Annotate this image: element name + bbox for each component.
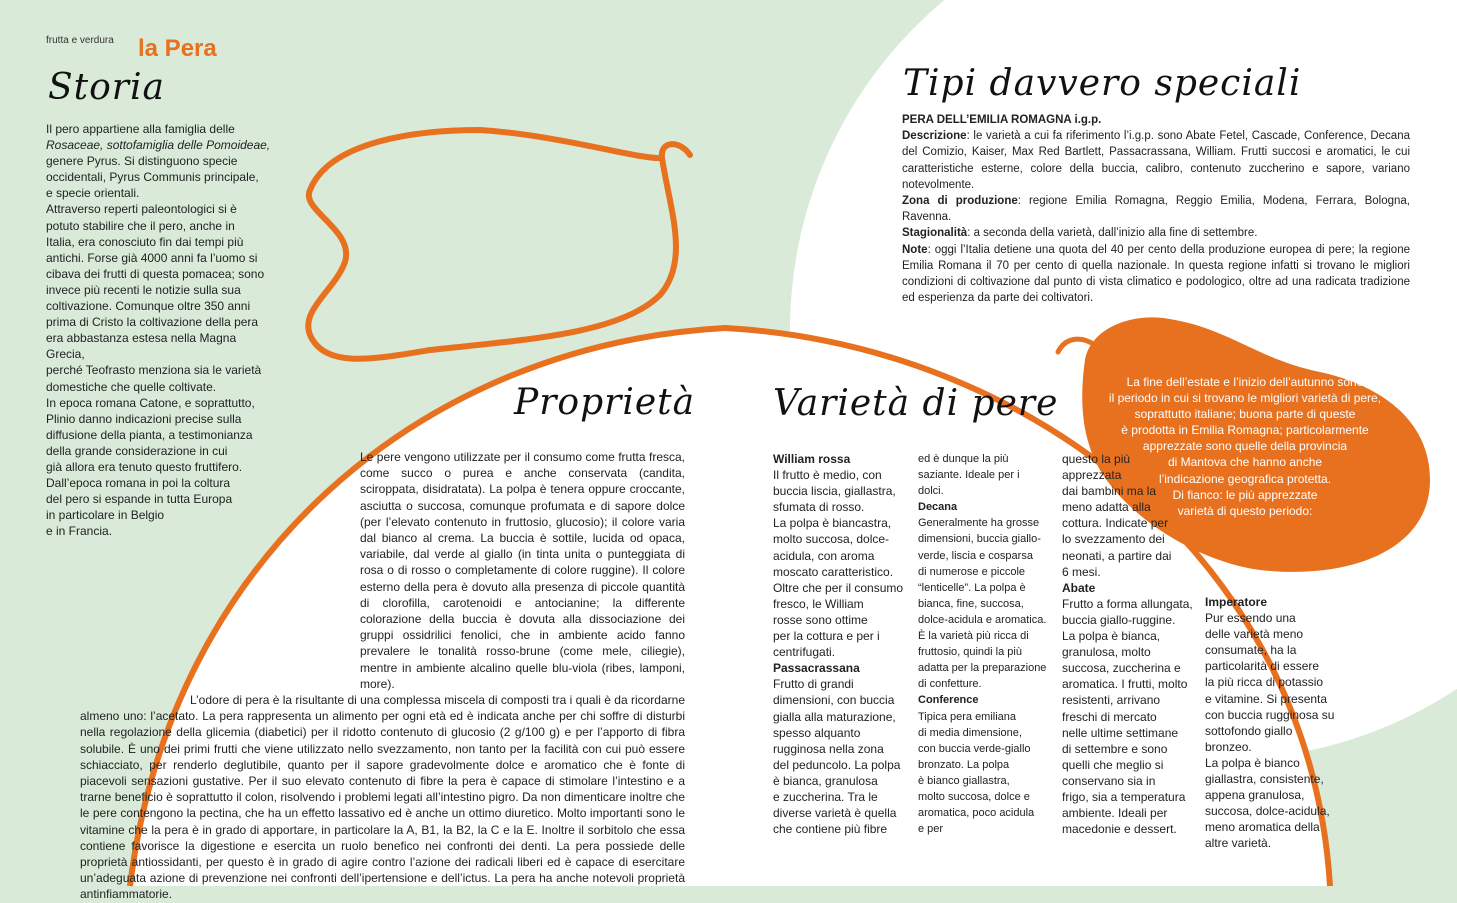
variety-line: di settembre e sono: [1062, 741, 1168, 756]
variety-line: centrifugati.: [773, 645, 836, 660]
variety-line: buccia giallo-ruggine.: [1062, 612, 1176, 627]
variety-line: “lenticelle”. La polpa è: [918, 581, 1026, 594]
storia-line: Il pero appartiene alla famiglia delle: [46, 122, 235, 136]
variety-line: consumate, ha la: [1205, 643, 1297, 658]
variety-line: apprezzata: [1062, 468, 1122, 483]
variety-line: frigo, sia a temperatura: [1062, 789, 1186, 804]
variety-line: dimensioni, buccia giallo-: [918, 533, 1041, 546]
variety-name: Imperatore: [1205, 595, 1268, 609]
variety-line: sfumata di rosso.: [773, 500, 865, 515]
variety-line: appena granulosa,: [1205, 788, 1305, 803]
variety-line: spesso alquanto: [773, 725, 861, 740]
tipi-subtitle: PERA DELL’EMILIA ROMAGNA i.g.p.: [902, 114, 1102, 126]
variety-line: e vitamine. Si presenta: [1205, 691, 1328, 706]
pear-note-line: apprezzate sono quelle della provincia: [1142, 439, 1348, 454]
varieta-column-1: [773, 451, 908, 837]
variety-line: cottura. Indicate per: [1062, 516, 1169, 531]
variety-name: Decana: [918, 501, 958, 514]
variety-line: questo la più: [1062, 452, 1131, 466]
variety-line: delle varietà meno: [1205, 627, 1304, 642]
tipi-descrizione: [902, 128, 1410, 193]
tipi-zona-label: Zona di produzione: [902, 195, 1018, 208]
storia-line: Italia, era conosciuto fin dai tempi più: [46, 234, 244, 249]
variety-line: di confetture.: [918, 678, 982, 691]
heading-tipi: Tipi davvero speciali: [903, 63, 1302, 104]
tipi-descrizione-label: Descrizione: [902, 130, 967, 143]
storia-line: Plinio danno indicazioni precise sulla: [46, 411, 242, 426]
variety-line: La polpa è bianco: [1205, 755, 1300, 770]
variety-line: Tipica pera emiliana: [918, 710, 1017, 723]
tipi-note-label: Note: [902, 243, 928, 256]
variety-line: ambiente. Ideali per: [1062, 806, 1168, 821]
storia-line: coltivazione. Comunque oltre 350 anni: [46, 299, 251, 314]
tipi-descrizione-text: : le varietà a cui fa riferimento l’i.g.p. sono Abate Fetel, Cascade, Conference, Decana del Comizio, Kaiser, Max Red Bartlett, Passacrassana, William. Frutti succosi e aromatici, le cui caratteristiche esterne, colore della buccia, calibro, contenuto zuccherino e sapore, variano notevolmente.: [902, 130, 1410, 191]
tipi-zona: [902, 193, 1410, 225]
heading-varieta: Varietà di pere: [773, 383, 1059, 424]
variety-line: diverse varietà è quella: [773, 806, 897, 821]
storia-line: perché Teofrasto menziona sia le varietà: [46, 363, 262, 378]
varieta-column-2: [918, 451, 1053, 837]
variety-name: William rossa: [773, 452, 851, 466]
variety-line: Pur essendo una: [1205, 611, 1296, 626]
variety-line: verde, liscia e cosparsa: [918, 549, 1033, 562]
variety-line: rosse sono ottime: [773, 612, 868, 627]
variety-line: succosa, dolce-acidula,: [1205, 804, 1330, 819]
tipi-note-text: : oggi l’Italia detiene una quota del 40 per cento della produzione europea di pere; la regione Emilia Romana il 70 per cento di quella nazionale. In questa regione infatti si trovano le migliori condizioni di coltivazione dal punto di vista climatico e podologico, oltre ad una radicata tradizione ed esperienza da parte dei coltivatori.: [902, 243, 1410, 305]
variety-line: Oltre che per il consumo: [773, 580, 904, 595]
storia-line: e in Francia.: [46, 524, 113, 539]
variety-line: La polpa è bianca,: [1062, 629, 1161, 644]
variety-line: nelle ultime settimane: [1062, 725, 1179, 740]
variety-line: del peduncolo. La polpa: [773, 757, 901, 772]
variety-line: dai bambini ma la: [1062, 484, 1157, 499]
variety-name: Passacrassana: [773, 661, 860, 676]
variety-line: e zuccherina. Tra le: [773, 789, 878, 804]
pear-note-line: il periodo in cui si trovano le migliori varietà di pere,: [1108, 391, 1382, 406]
proprieta-paragraph-2: L’odore di pera è la risultante di una complessa miscela di composti tra i quali è da ricordarne almeno uno: l’acetato. La pera rappresenta un alimento per ogni età ed è indicata anche per chi soffre di disturbi nella regolazione della glicemia (diabetici) per il ridotto contenuto di glucosio (2 g/100 g) e per l’apporto di fibra solubile. È uno dei primi frutti che viene utilizzato nello svezzamento, non tanto per la facilità con cui può essere schiacciato, per renderlo deglutibile, quanto per il sapore gradevolmente dolce e aromatico che è fonte di piacevoli sensazioni gustative. Per il suo elevato contenuto di fibre la pera è capace di stimolare l’intestino e a trarne beneficio è soprattutto il colon, risolvendo i problemi legati all’intestino pigro. Da non dimenticare inoltre che le pere contengono la pectina, che ha un effetto lassativo ed è anche un ottimo diuretico. Molto importanti sono le vitamine che la pera è in grado di apportare, in particolare la A, B1, la B2, la C e la E. Inoltre il sorbitolo che essa contiene favorisce la digestione e esercita un ruolo benefico nei confronti dei denti. La pera possiede delle proprietà antiossidanti, per questo è in grado di agire contro l’azione dei radicali liberi ed è capace di esercitare un’adeguata azione di prevenzione nei confronti dell’ipertensione e dell’ictus. La pera ha anche notevoli proprietà antinfiammatorie.: [80, 693, 685, 902]
variety-line: particolarità di essere: [1205, 659, 1320, 674]
tipi-stagionalita: [902, 225, 1410, 241]
variety-line: moscato caratteristico.: [773, 564, 894, 579]
storia-line: era abbastanza estesa nella Magna Grecia,: [46, 331, 237, 362]
variety-line: altre varietà.: [1205, 836, 1272, 851]
tipi-stag-text: : a seconda della varietà, dall’inizio alla fine di settembre.: [967, 227, 1258, 240]
variety-line: Generalmente ha grosse: [918, 517, 1040, 530]
variety-line: La polpa è biancastra,: [773, 516, 892, 531]
storia-line: della grande considerazione in cui: [46, 443, 228, 458]
storia-line: cibava dei frutti di questa pomacea; sono: [46, 266, 265, 281]
variety-line: giallastra, consistente,: [1205, 772, 1324, 787]
page-title: la Pera: [138, 35, 217, 62]
variety-line: Il frutto è medio, con: [773, 468, 882, 483]
variety-line: dimensioni, con buccia: [773, 693, 895, 708]
variety-line: molto succosa, dolce-: [773, 532, 890, 547]
variety-line: molto succosa, dolce e: [918, 790, 1030, 803]
variety-line: Frutto di grandi: [773, 677, 854, 692]
storia-line: genere Pyrus. Si distinguono specie: [46, 154, 238, 169]
pear-note-line: varietà di questo periodo:: [1177, 503, 1313, 518]
storia-line: potuto stabilire che il pero, anche in: [46, 218, 235, 233]
variety-line: per la cottura e per i: [773, 629, 880, 644]
variety-line: bronzato. La polpa: [918, 758, 1010, 771]
variety-line: di media dimensione,: [918, 726, 1022, 739]
variety-line: dolce-acidula e aromatica.: [918, 613, 1047, 626]
pear-outline-icon: [308, 130, 690, 359]
pear-note-line: di Mantova che hanno anche: [1167, 455, 1323, 470]
variety-line: lo svezzamento dei: [1062, 532, 1165, 547]
heading-storia: Storia: [48, 67, 165, 108]
variety-line: freschi di mercato: [1062, 709, 1157, 724]
variety-line: dolci.: [918, 485, 944, 498]
variety-line: succosa, zuccherina e: [1062, 661, 1181, 676]
storia-line: In epoca romana Catone, e soprattutto,: [46, 395, 255, 410]
storia-line: del pero si espande in tutta Europa: [46, 492, 233, 507]
variety-line: fruttosio, quindi la più: [918, 646, 1022, 659]
variety-line: Frutto a forma allungata,: [1062, 596, 1193, 611]
variety-line: bianca, fine, succosa,: [918, 597, 1024, 610]
variety-line: resistenti, arrivano: [1062, 693, 1161, 708]
section-label: frutta e verdura: [46, 35, 114, 46]
variety-line: conservano sia in: [1062, 773, 1156, 788]
storia-line: prima di Cristo la coltivazione della pera: [46, 315, 259, 330]
variety-line: e per: [918, 823, 944, 836]
variety-line: aromatica. I frutti, molto: [1062, 677, 1188, 692]
variety-name: Abate: [1062, 580, 1096, 595]
variety-name: Conference: [918, 694, 979, 707]
variety-line: buccia liscia, giallastra,: [773, 484, 896, 499]
variety-line: è bianco giallastra,: [918, 774, 1010, 787]
tipi-stag-label: Stagionalità: [902, 227, 968, 240]
variety-line: sottofondo giallo bronzeo.: [1205, 723, 1293, 754]
variety-line: con buccia verde-giallo: [918, 742, 1031, 755]
tipi-zona-text: : regione Emilia Romagna, Reggio Emilia, Modena, Ferrara, Bologna, Ravenna.: [902, 195, 1410, 224]
variety-line: che contiene più fibre: [773, 822, 888, 837]
pear-note: [1095, 374, 1395, 519]
variety-line: la più ricca di potassio: [1205, 675, 1324, 690]
storia-line: domestiche che quelle coltivate.: [46, 379, 217, 394]
storia-line: antichi. Forse già 4000 anni fa l’uomo si: [46, 250, 258, 265]
storia-line: invece più recenti le notizie sulla sua: [46, 282, 241, 297]
pear-note-line: soprattutto italiane; buona parte di queste: [1134, 407, 1356, 422]
tipi-body: [902, 112, 1410, 306]
tipi-note: [902, 242, 1410, 307]
variety-line: aromatica, poco acidula: [918, 807, 1035, 820]
storia-line: occidentali, Pyrus Communis principale,: [46, 170, 259, 185]
variety-line: meno aromatica della: [1205, 820, 1320, 835]
proprieta-paragraph-1: Le pere vengono utilizzate per il consumo come frutta fresca, come succo o purea e anche conservata (candita, sciroppata, disidratata). La polpa è tenera oppure croccante, asciutta o succosa, comunque profumata e di sapore dolce (per l’elevato contenuto in fruttosio, glucosio); il colore varia dal bianco al crema. La buccia è sottile, lucida od opaca, variabile, dal verde al giallo (in tinta unita o punteggiata di rosa o di rosso o completamente di colore ruggine). Il colore esterno della pera è dovuto alla presenza di piccole quantità di clorofilla, carotenoidi e antocianine; la differente colorazione della buccia è dovuta alla dissociazione dei gruppi ossidrilici fenolici, che in ambiente acido fanno prevalere le tonalità rosso-brune (come mele, ciliegie), mentre in ambiente alcalino quelle blu-viola (ribes, lamponi, more).: [360, 450, 685, 691]
variety-line: saziante. Ideale per i: [918, 469, 1020, 482]
storia-line: in particolare in Belgio: [46, 508, 165, 523]
variety-line: È la varietà più ricca di: [918, 630, 1029, 643]
proprieta-body: [80, 449, 685, 903]
variety-line: quelli che meglio si: [1062, 757, 1164, 772]
pear-note-line: l’indicazione geografica protetta.: [1158, 471, 1332, 486]
variety-line: è bianca, granulosa: [773, 773, 878, 788]
variety-line: di numerose e piccole: [918, 565, 1026, 578]
storia-line: Rosaceae, sottofamiglia delle Pomoideae,: [46, 138, 271, 153]
variety-line: 6 mesi.: [1062, 564, 1101, 579]
storia-line: diffusione della pianta, a testimonianza: [46, 427, 253, 442]
variety-line: acidula, con aroma: [773, 548, 875, 563]
variety-line: ed è dunque la più: [918, 453, 1009, 465]
variety-line: meno adatta alla: [1062, 500, 1151, 515]
variety-line: granulosa, molto: [1062, 645, 1151, 660]
heading-proprieta: Proprietà: [514, 382, 696, 423]
storia-line: Attraverso reperti paleontologici si è: [46, 202, 237, 217]
variety-line: macedonie e dessert.: [1062, 822, 1177, 837]
variety-line: rugginosa nella zona: [773, 741, 884, 756]
pear-note-line: La fine dell’estate e l’inizio dell’autunno sono: [1126, 375, 1364, 389]
pear-note-line: è prodotta in Emilia Romagna; particolarmente: [1121, 423, 1369, 438]
pear-note-line: Di fianco: le più apprezzate: [1172, 487, 1318, 502]
variety-line: fresco, le William: [773, 596, 864, 611]
variety-line: con buccia rugginosa su: [1205, 707, 1335, 722]
variety-line: adatta per la preparazione: [918, 662, 1047, 675]
variety-line: gialla alla maturazione,: [773, 709, 896, 724]
storia-line: e specie orientali.: [46, 186, 140, 201]
varieta-column-4: [1205, 594, 1340, 852]
variety-line: neonati, a partire dai: [1062, 548, 1172, 563]
storia-line: già allora era tenuto questo fruttifero.: [46, 459, 243, 474]
storia-line: Dall’epoca romana in poi la coltura: [46, 476, 231, 491]
